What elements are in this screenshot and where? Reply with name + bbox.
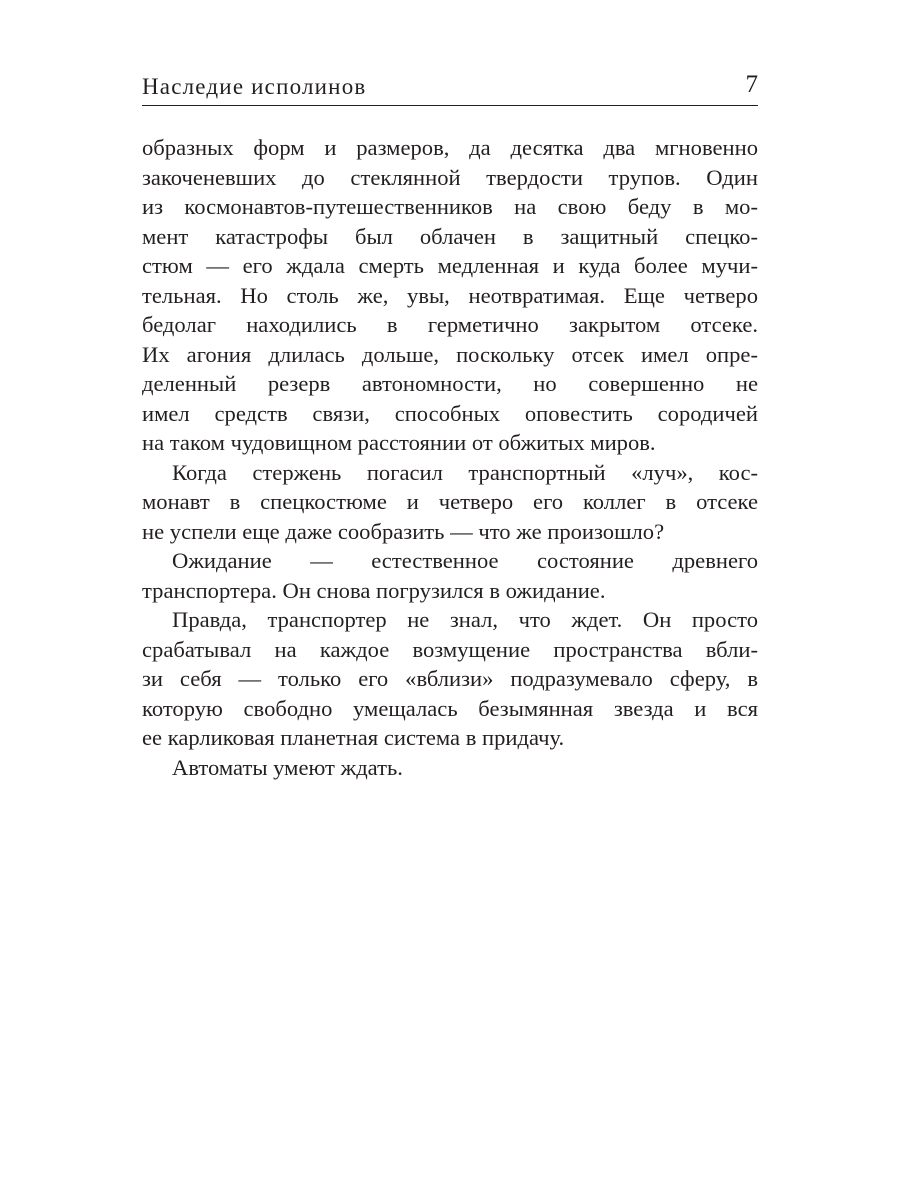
text-line: Правда, транспортер не знал, что ждет. Он просто: [172, 607, 758, 632]
paragraph: [142, 753, 758, 783]
text-line: стюм — его ждала смерть медленная и куда более мучи-: [142, 253, 758, 278]
text-line: из космонавтов-путешественников на свою беду в мо-: [142, 194, 758, 219]
text-line: срабатывал на каждое возмущение пространства вбли-: [142, 636, 758, 662]
page-number: 7: [745, 71, 758, 98]
text-line: которую свободно умещалась безымянная звезда и вся: [142, 695, 758, 721]
paragraph: [142, 546, 758, 605]
text-line: закоченевших до стеклянной твердости трупов. Один: [142, 164, 758, 190]
text-line: зи себя — только его «вблизи» подразумевало сферу, в: [142, 666, 758, 691]
text-line: транспортера. Он снова погрузился в ожидание.: [142, 577, 606, 603]
text-line: мент катастрофы был облачен в защитный спецко-: [142, 223, 758, 249]
text-line: Когда стержень погасил транспортный «луч», кос-: [172, 459, 758, 485]
text-line: имел средств связи, способных оповестить сородичей: [142, 400, 758, 426]
text-line: тельная. Но столь же, увы, неотвратимая. Еще четверо: [142, 282, 758, 308]
body-text: [142, 133, 758, 782]
text-line: образных форм и размеров, да десятка два мгновенно: [142, 135, 758, 160]
paragraph: [142, 458, 758, 547]
running-header: [142, 66, 758, 104]
header-rule: [142, 105, 758, 106]
paragraph: [142, 605, 758, 753]
text-line: бедолаг находились в герметично закрытом отсеке.: [142, 312, 758, 337]
text-line: не успели еще даже сообразить — что же произошло?: [142, 518, 665, 544]
paragraph: [142, 133, 758, 458]
text-line: ее карликовая планетная система в придачу.: [142, 725, 565, 750]
text-line: Их агония длилась дольше, поскольку отсек имел опре-: [142, 341, 758, 367]
text-line: на таком чудовищном расстоянии от обжитых миров.: [142, 430, 656, 455]
text-line: Ожидание — естественное состояние древнего: [172, 548, 758, 573]
text-line: монавт в спецкостюме и четверо его коллег в отсеке: [142, 489, 758, 514]
text-line: Автоматы умеют ждать.: [172, 754, 403, 780]
text-line: деленный резерв автономности, но совершенно не: [142, 371, 758, 396]
running-title: Наследие исполинов: [142, 74, 367, 99]
